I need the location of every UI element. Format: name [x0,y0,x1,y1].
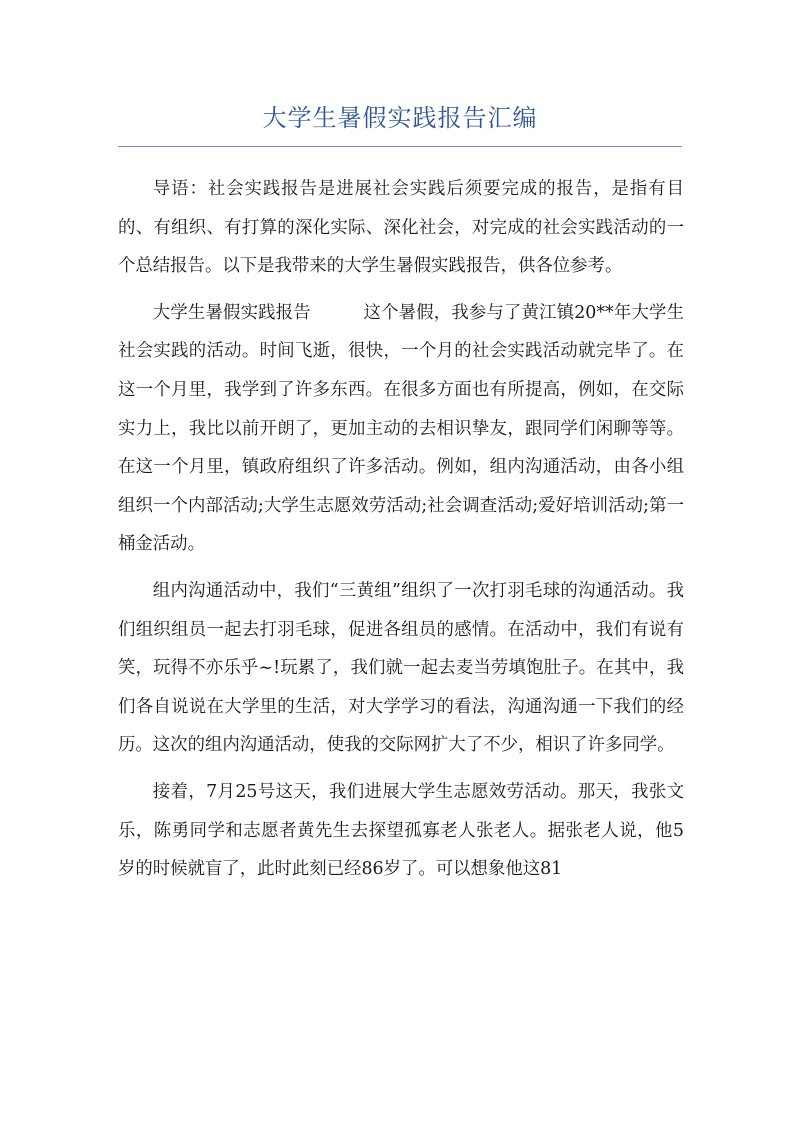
document-body [118,170,684,897]
paragraph-group-activity: 组内沟通活动中，我们“三黄组”组织了一次打羽毛球的沟通活动。我们组织组员一起去打羽毛球，促进各组员的感情。在活动中，我们有说有笑，玩得不亦乐乎~!玩累了，我们就一起去麦当劳填饱肚子。在其中，我们各自说说在大学里的生活，对大学学习的看法，沟通沟通一下我们的经历。这次的组内沟通活动，使我的交际网扩大了不少，相识了许多同学。 [118,580,684,756]
document-title: 大学生暑假实践报告汇编 [262,104,538,132]
paragraph-report: 大学生暑假实践报告 这个暑假，我参与了黄江镇20**年大学生社会实践的活动。时间飞逝，很快，一个月的社会实践活动就完毕了。在这一个月里，我学到了许多东西。在很多方面也有所提高，例如，在交际实力上，我比以前开朗了，更加主动的去相识挚友，跟同学们闲聊等等。在这一个月里，镇政府组织了许多活动。例如，组内沟通活动，由各小组组织一个内部活动;大学生志愿效劳活动;社会调查活动;爱好培训活动;第一桶金活动。 [118,302,684,555]
paragraph-intro: 导语：社会实践报告是进展社会实践后须要完成的报告，是指有目的、有组织、有打算的深化实际、深化社会，对完成的社会实践活动的一个总结报告。以下是我带来的大学生暑假实践报告，供各位参考。 [118,179,684,277]
title-divider [118,146,682,147]
paragraph-volunteer-activity: 接着，7月25号这天，我们进展大学生志愿效劳活动。那天，我张文乐，陈勇同学和志愿者黄先生去探望孤寡老人张老人。据张老人说，他5岁的时候就盲了，此时此刻已经86岁了。可以想象他这81 [118,781,684,880]
